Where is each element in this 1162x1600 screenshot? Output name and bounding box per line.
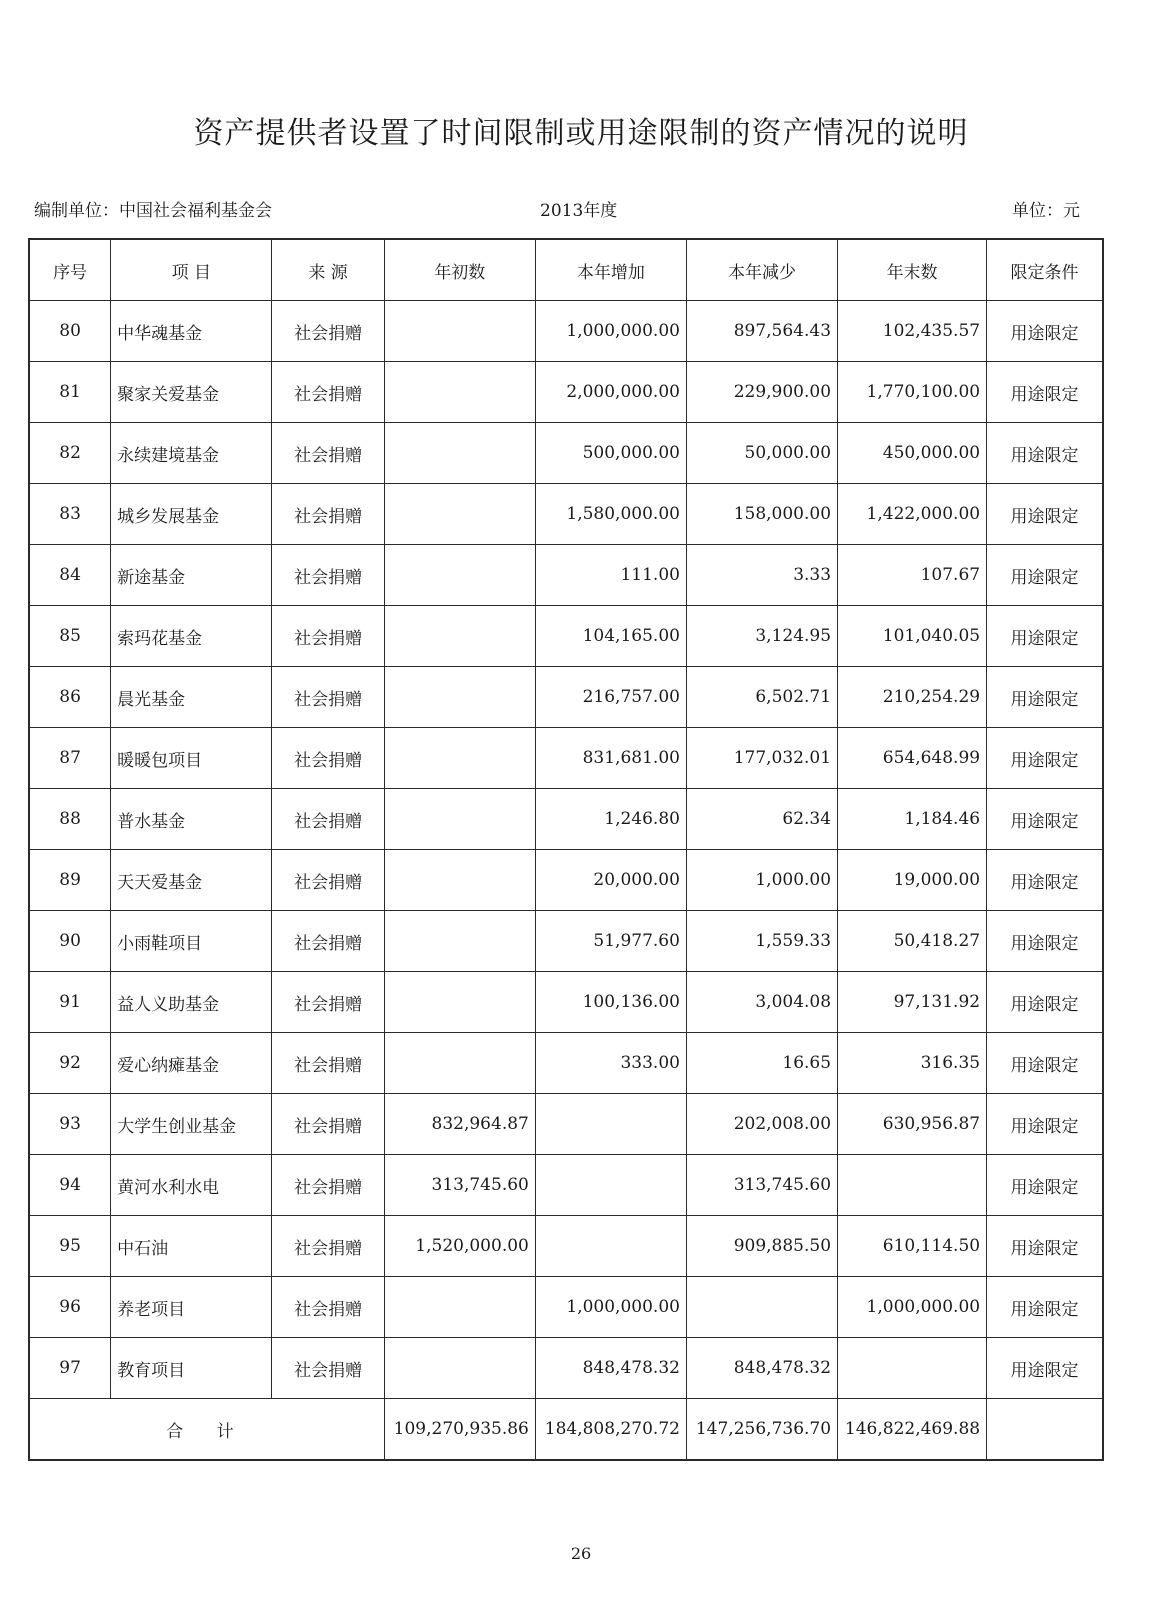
table-row [29,1338,1103,1399]
row-source: 社会捐赠 [272,1155,384,1216]
table-row [29,606,1103,667]
row-item-name: 黄河水利水电 [111,1155,272,1216]
row-source: 社会捐赠 [272,1033,384,1094]
row-end [838,1338,987,1399]
row-decrease: 1,559.33 [686,911,837,972]
row-condition: 用途限定 [987,545,1103,606]
row-decrease: 3.33 [686,545,837,606]
row-begin [384,667,535,728]
row-decrease: 897,564.43 [686,301,837,362]
row-condition: 用途限定 [987,606,1103,667]
row-source: 社会捐赠 [272,911,384,972]
row-increase: 1,000,000.00 [535,301,686,362]
row-index: 83 [29,484,111,545]
row-item-name: 暖暖包项目 [111,728,272,789]
header-begin: 年初数 [384,239,535,301]
row-end: 210,254.29 [838,667,987,728]
row-decrease: 62.34 [686,789,837,850]
row-source: 社会捐赠 [272,423,384,484]
row-end: 316.35 [838,1033,987,1094]
row-index: 81 [29,362,111,423]
row-index: 93 [29,1094,111,1155]
row-decrease [686,1277,837,1338]
row-condition: 用途限定 [987,484,1103,545]
row-decrease: 229,900.00 [686,362,837,423]
row-item-name: 普水基金 [111,789,272,850]
table-row [29,850,1103,911]
row-source: 社会捐赠 [272,362,384,423]
row-decrease: 202,008.00 [686,1094,837,1155]
row-source: 社会捐赠 [272,301,384,362]
row-end: 50,418.27 [838,911,987,972]
row-end [838,1155,987,1216]
row-end: 1,422,000.00 [838,484,987,545]
row-item-name: 中华魂基金 [111,301,272,362]
row-increase: 2,000,000.00 [535,362,686,423]
row-condition: 用途限定 [987,1033,1103,1094]
row-source: 社会捐赠 [272,606,384,667]
row-source: 社会捐赠 [272,728,384,789]
row-decrease: 16.65 [686,1033,837,1094]
row-increase: 20,000.00 [535,850,686,911]
row-decrease: 6,502.71 [686,667,837,728]
row-source: 社会捐赠 [272,1277,384,1338]
table-row [29,728,1103,789]
table-row [29,1216,1103,1277]
row-index: 88 [29,789,111,850]
row-increase: 216,757.00 [535,667,686,728]
row-decrease: 3,124.95 [686,606,837,667]
row-end: 450,000.00 [838,423,987,484]
table-row [29,1094,1103,1155]
row-increase: 1,246.80 [535,789,686,850]
header-decrease: 本年减少 [686,239,837,301]
row-condition: 用途限定 [987,850,1103,911]
row-condition: 用途限定 [987,301,1103,362]
row-source: 社会捐赠 [272,1094,384,1155]
row-condition: 用途限定 [987,972,1103,1033]
row-decrease: 1,000.00 [686,850,837,911]
row-begin [384,545,535,606]
header-item: 项 目 [111,239,272,301]
row-begin [384,728,535,789]
row-condition: 用途限定 [987,911,1103,972]
row-item-name: 养老项目 [111,1277,272,1338]
row-increase: 500,000.00 [535,423,686,484]
row-decrease: 3,004.08 [686,972,837,1033]
row-index: 84 [29,545,111,606]
table-row [29,423,1103,484]
row-end: 630,956.87 [838,1094,987,1155]
row-begin [384,1277,535,1338]
row-increase: 111.00 [535,545,686,606]
row-index: 94 [29,1155,111,1216]
row-decrease: 50,000.00 [686,423,837,484]
row-increase [535,1155,686,1216]
row-end: 610,114.50 [838,1216,987,1277]
header-condition: 限定条件 [987,239,1103,301]
row-decrease: 848,478.32 [686,1338,837,1399]
row-condition: 用途限定 [987,362,1103,423]
header-end: 年末数 [838,239,987,301]
table-row [29,545,1103,606]
row-index: 82 [29,423,111,484]
row-begin: 1,520,000.00 [384,1216,535,1277]
row-item-name: 中石油 [111,1216,272,1277]
row-condition: 用途限定 [987,1338,1103,1399]
row-item-name: 聚家关爱基金 [111,362,272,423]
row-item-name: 益人义助基金 [111,972,272,1033]
table-row [29,911,1103,972]
restricted-assets-table [28,238,1104,1461]
table-row [29,1155,1103,1216]
row-begin [384,789,535,850]
currency-unit: 单位：元 [1012,201,1080,221]
row-item-name: 永续建境基金 [111,423,272,484]
row-decrease: 177,032.01 [686,728,837,789]
row-begin [384,1033,535,1094]
total-begin: 109,270,935.86 [384,1399,535,1461]
row-condition: 用途限定 [987,423,1103,484]
row-item-name: 爱心纳瘫基金 [111,1033,272,1094]
row-item-name: 大学生创业基金 [111,1094,272,1155]
row-begin [384,423,535,484]
row-item-name: 教育项目 [111,1338,272,1399]
row-index: 86 [29,667,111,728]
table-row [29,301,1103,362]
row-source: 社会捐赠 [272,667,384,728]
row-begin [384,1338,535,1399]
row-begin [384,301,535,362]
row-decrease: 158,000.00 [686,484,837,545]
row-condition: 用途限定 [987,728,1103,789]
row-begin: 313,745.60 [384,1155,535,1216]
row-index: 91 [29,972,111,1033]
row-index: 97 [29,1338,111,1399]
row-source: 社会捐赠 [272,789,384,850]
total-decrease: 147,256,736.70 [686,1399,837,1461]
row-end: 1,770,100.00 [838,362,987,423]
row-end: 102,435.57 [838,301,987,362]
row-increase [535,1094,686,1155]
row-increase: 848,478.32 [535,1338,686,1399]
row-condition: 用途限定 [987,1155,1103,1216]
row-item-name: 城乡发展基金 [111,484,272,545]
row-begin [384,850,535,911]
row-index: 96 [29,1277,111,1338]
row-item-name: 天天爱基金 [111,850,272,911]
row-increase: 333.00 [535,1033,686,1094]
total-label: 合 计 [29,1399,384,1461]
row-index: 87 [29,728,111,789]
row-increase: 1,000,000.00 [535,1277,686,1338]
row-increase: 104,165.00 [535,606,686,667]
header-increase: 本年增加 [535,239,686,301]
row-begin [384,484,535,545]
row-begin [384,972,535,1033]
compiling-unit: 编制单位：中国社会福利基金会 [34,201,272,221]
row-item-name: 新途基金 [111,545,272,606]
table-row [29,789,1103,850]
row-increase [535,1216,686,1277]
header-source: 来 源 [272,239,384,301]
table-row [29,1033,1103,1094]
row-source: 社会捐赠 [272,484,384,545]
row-decrease: 313,745.60 [686,1155,837,1216]
row-source: 社会捐赠 [272,545,384,606]
row-source: 社会捐赠 [272,1338,384,1399]
table-row [29,1277,1103,1338]
row-item-name: 晨光基金 [111,667,272,728]
row-source: 社会捐赠 [272,850,384,911]
row-increase: 831,681.00 [535,728,686,789]
row-begin: 832,964.87 [384,1094,535,1155]
row-index: 89 [29,850,111,911]
row-condition: 用途限定 [987,1094,1103,1155]
row-decrease: 909,885.50 [686,1216,837,1277]
row-item-name: 小雨鞋项目 [111,911,272,972]
row-index: 95 [29,1216,111,1277]
table-row [29,362,1103,423]
row-increase: 100,136.00 [535,972,686,1033]
row-end: 107.67 [838,545,987,606]
row-end: 1,184.46 [838,789,987,850]
total-condition [987,1399,1103,1461]
row-end: 1,000,000.00 [838,1277,987,1338]
table-row [29,484,1103,545]
row-begin [384,911,535,972]
row-index: 92 [29,1033,111,1094]
row-end: 101,040.05 [838,606,987,667]
table-row [29,667,1103,728]
page-number: 26 [570,1544,592,1563]
row-source: 社会捐赠 [272,972,384,1033]
row-begin [384,362,535,423]
row-source: 社会捐赠 [272,1216,384,1277]
header-index: 序号 [29,239,111,301]
row-condition: 用途限定 [987,1277,1103,1338]
row-condition: 用途限定 [987,789,1103,850]
table-row [29,972,1103,1033]
document-title: 资产提供者设置了时间限制或用途限制的资产情况的说明 [193,116,969,151]
row-increase: 1,580,000.00 [535,484,686,545]
row-index: 80 [29,301,111,362]
row-condition: 用途限定 [987,1216,1103,1277]
table-header-row [29,239,1103,301]
total-row [29,1399,1103,1461]
report-year: 2013年度 [540,201,618,221]
row-item-name: 索玛花基金 [111,606,272,667]
row-increase: 51,977.60 [535,911,686,972]
row-begin [384,606,535,667]
row-end: 19,000.00 [838,850,987,911]
row-index: 90 [29,911,111,972]
row-condition: 用途限定 [987,667,1103,728]
row-end: 97,131.92 [838,972,987,1033]
row-end: 654,648.99 [838,728,987,789]
total-end: 146,822,469.88 [838,1399,987,1461]
row-index: 85 [29,606,111,667]
total-increase: 184,808,270.72 [535,1399,686,1461]
